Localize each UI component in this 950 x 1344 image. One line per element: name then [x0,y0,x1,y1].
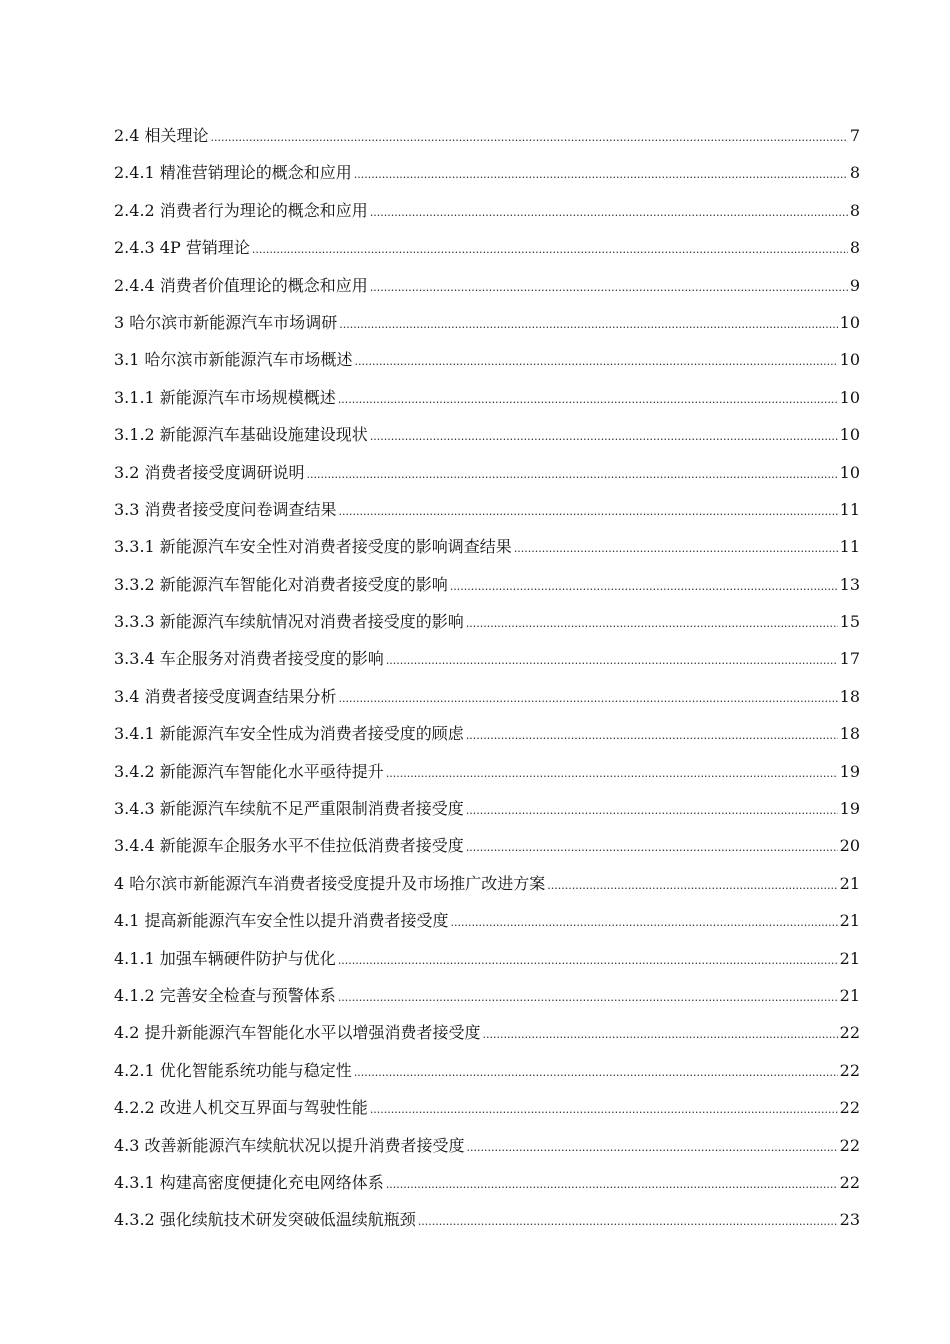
toc-entry-page-number: 22 [839,1135,860,1155]
toc-entry-title: 4.3 改善新能源汽车续航状况以提升消费者接受度 [114,1135,465,1155]
toc-dot-leader [370,194,848,231]
toc-dot-leader [370,1091,838,1128]
toc-entry-page-number: 17 [839,649,860,669]
toc-dot-leader [211,119,848,156]
toc-entry-title: 4.3.2 强化续航技术研发突破低温续航瓶颈 [114,1210,416,1230]
toc-entry-title: 2.4.3 4P 营销理论 [114,238,250,258]
toc-entry-page-number: 22 [839,1098,860,1118]
toc-entry-title: 3.2 消费者接受度调研说明 [114,462,305,482]
toc-dot-leader [307,456,838,493]
toc-entry[interactable] [114,154,860,191]
toc-entry-title: 3.1.2 新能源汽车基础设施建设现状 [114,425,368,445]
toc-dot-leader [547,867,837,904]
toc-entry[interactable] [114,192,860,229]
toc-entry-page-number: 19 [839,799,860,819]
toc-entry-page-number: 22 [839,1060,860,1080]
toc-entry-page-number: 10 [839,312,860,332]
toc-entry-title: 2.4 相关理论 [114,126,209,145]
toc-entry-page-number: 7 [849,126,860,145]
toc-entry[interactable] [114,1052,860,1089]
toc-dot-leader [252,231,848,268]
toc-entry[interactable] [114,1089,860,1126]
toc-entry-page-number: 15 [839,612,860,632]
toc-entry-page-number: 21 [839,948,860,968]
toc-entry-title: 2.4.2 消费者行为理论的概念和应用 [114,200,368,220]
toc-dot-leader [386,642,838,679]
toc-entry-title: 4.2.1 优化智能系统功能与稳定性 [114,1060,352,1080]
toc-entry[interactable] [114,790,860,827]
toc-entry-page-number: 11 [839,499,860,519]
toc-entry[interactable] [114,640,860,677]
toc-dot-leader [466,717,838,754]
toc-entry[interactable] [114,977,860,1014]
toc-dot-leader [339,306,837,343]
toc-entry-title: 3.3 消费者接受度问卷调查结果 [114,499,337,519]
toc-entry-title: 3.4.4 新能源车企服务水平不佳拉低消费者接受度 [114,836,464,856]
toc-dot-leader [339,680,838,717]
toc-dot-leader [354,1054,838,1091]
toc-dot-leader [338,942,838,979]
toc-dot-leader [370,418,838,455]
toc-entry-page-number: 10 [839,425,860,445]
toc-dot-leader [451,904,838,941]
toc-entry-title: 3.3.2 新能源汽车智能化对消费者接受度的影响 [114,574,448,594]
toc-entry[interactable] [114,528,860,565]
toc-entry-page-number: 10 [839,387,860,407]
toc-entry[interactable] [114,379,860,416]
toc-entry[interactable] [114,827,860,864]
toc-entry-page-number: 11 [839,537,860,557]
toc-dot-leader [514,530,838,567]
toc-entry-page-number: 18 [839,686,860,706]
toc-entry-title: 3.1.1 新能源汽车市场规模概述 [114,387,336,407]
toc-entry-title: 4.3.1 构建高密度便捷化充电网络体系 [114,1172,384,1192]
toc-entry-page-number: 23 [839,1210,860,1230]
toc-dot-leader [467,1129,838,1166]
toc-dot-leader [450,568,838,605]
toc-entry-page-number: 18 [839,724,860,744]
toc-dot-leader [418,1203,838,1240]
toc-entry[interactable] [114,117,860,154]
toc-entry-page-number: 8 [849,238,860,258]
toc-dot-leader [355,343,838,380]
toc-dot-leader [386,1166,838,1203]
toc-entry-page-number: 20 [839,836,860,856]
toc-entry[interactable] [114,603,860,640]
toc-entry[interactable] [114,1127,860,1164]
toc-entry-title: 3.4 消费者接受度调查结果分析 [114,686,337,706]
toc-entry-title: 3.3.3 新能源汽车续航情况对消费者接受度的影响 [114,612,464,632]
toc-entry-title: 4 哈尔滨市新能源汽车消费者接受度提升及市场推广改进方案 [114,873,546,893]
toc-entry-page-number: 22 [839,1172,860,1192]
toc-entry-page-number: 19 [839,761,860,781]
toc-entry-page-number: 22 [839,1023,860,1043]
toc-dot-leader [370,269,848,306]
toc-entry[interactable] [114,865,860,902]
toc-entry[interactable] [114,267,860,304]
table-of-contents [114,117,860,1239]
toc-entry[interactable] [114,940,860,977]
toc-entry-title: 4.2 提升新能源汽车智能化水平以增强消费者接受度 [114,1023,481,1043]
toc-entry-title: 4.2.2 改进人机交互界面与驾驶性能 [114,1098,368,1118]
toc-entry-title: 3.4.2 新能源汽车智能化水平亟待提升 [114,761,384,781]
toc-entry-title: 4.1.1 加强车辆硬件防护与优化 [114,948,336,968]
toc-entry-page-number: 10 [839,462,860,482]
toc-dot-leader [483,1016,838,1053]
toc-dot-leader [466,829,838,866]
toc-entry-page-number: 8 [849,163,860,183]
toc-entry[interactable] [114,678,860,715]
toc-entry-title: 2.4.4 消费者价值理论的概念和应用 [114,275,368,295]
toc-entry-page-number: 21 [839,911,860,931]
toc-dot-leader [338,381,838,418]
toc-entry-title: 4.1.2 完善安全检查与预警体系 [114,985,336,1005]
toc-entry-title: 2.4.1 精准营销理论的概念和应用 [114,163,352,183]
toc-entry[interactable] [114,1201,860,1238]
toc-entry-title: 3.4.1 新能源汽车安全性成为消费者接受度的顾虑 [114,724,464,744]
toc-entry-page-number: 21 [839,873,860,893]
toc-entry-title: 4.1 提高新能源汽车安全性以提升消费者接受度 [114,911,449,931]
toc-dot-leader [338,979,838,1016]
toc-entry-page-number: 13 [839,574,860,594]
toc-entry[interactable] [114,491,860,528]
toc-entry[interactable] [114,753,860,790]
toc-entry-title: 3 哈尔滨市新能源汽车市场调研 [114,312,338,332]
toc-entry-page-number: 10 [839,350,860,370]
toc-entry[interactable] [114,229,860,266]
toc-entry-page-number: 21 [839,985,860,1005]
toc-dot-leader [466,605,838,642]
toc-entry-title: 3.1 哈尔滨市新能源汽车市场概述 [114,350,353,370]
toc-entry[interactable] [114,454,860,491]
toc-dot-leader [466,792,838,829]
toc-entry-page-number: 8 [849,200,860,220]
toc-entry[interactable] [114,1014,860,1051]
toc-entry[interactable] [114,715,860,752]
toc-dot-leader [386,755,838,792]
toc-entry-title: 3.4.3 新能源汽车续航不足严重限制消费者接受度 [114,799,464,819]
toc-entry-title: 3.3.4 车企服务对消费者接受度的影响 [114,649,384,669]
toc-entry[interactable] [114,304,860,341]
toc-entry[interactable] [114,341,860,378]
toc-entry-page-number: 9 [849,275,860,295]
toc-entry[interactable] [114,566,860,603]
toc-entry[interactable] [114,1164,860,1201]
toc-dot-leader [354,156,848,193]
toc-entry-title: 3.3.1 新能源汽车安全性对消费者接受度的影响调查结果 [114,537,512,557]
toc-entry[interactable] [114,902,860,939]
toc-dot-leader [339,493,838,530]
toc-entry[interactable] [114,416,860,453]
